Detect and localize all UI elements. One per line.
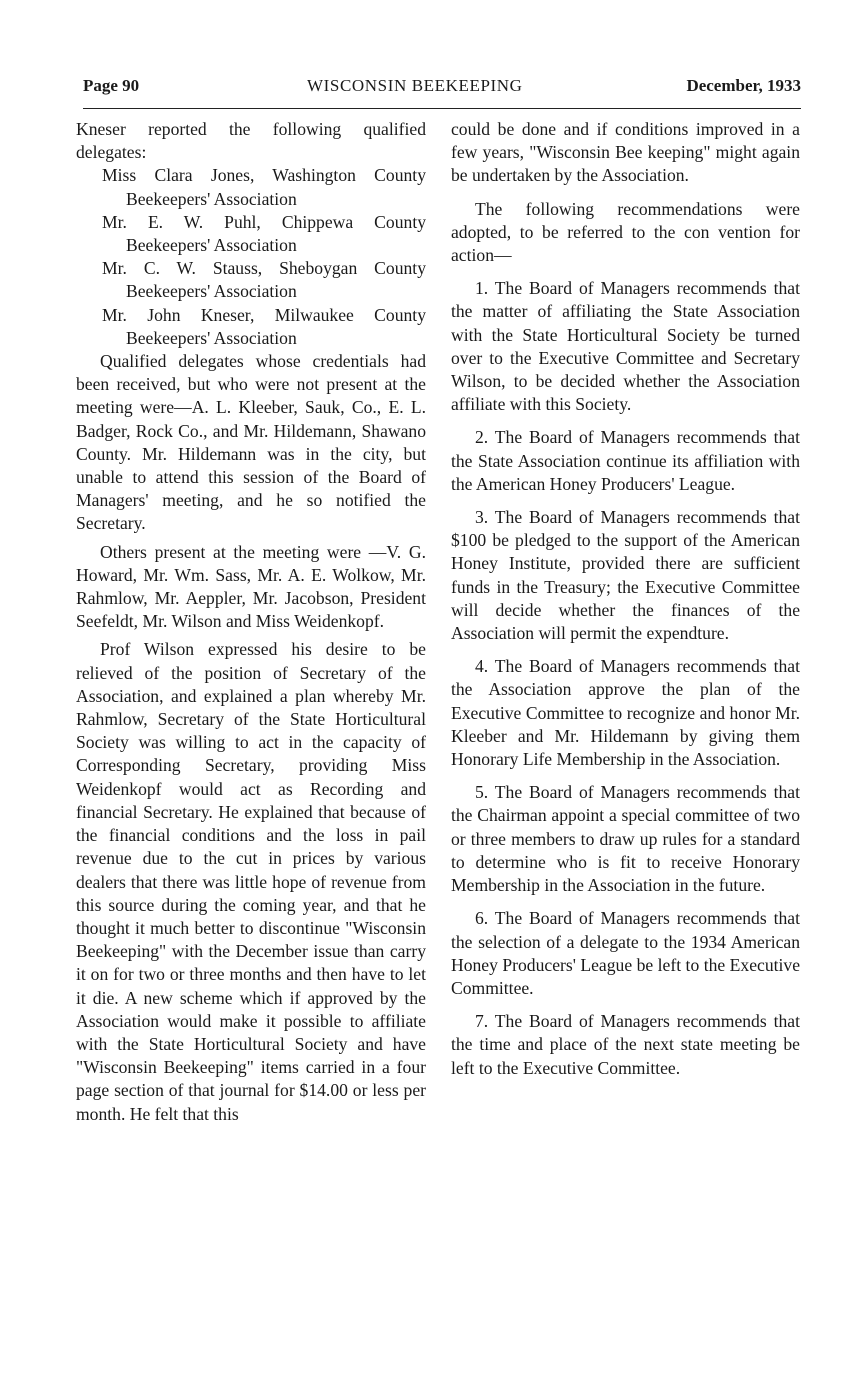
recommendation-item: 7. The Board of Managers recommends that the time and place of the next state meeting be left to the Executive Committee.	[451, 1011, 800, 1078]
recommendation-item: 6. The Board of Managers recommends that the selection of a delegate to the 1934 American Honey Producers' League be left to the Executive Committee.	[451, 908, 800, 998]
body-paragraph: Others present at the meeting were —V. G. Howard, Mr. Wm. Sass, Mr. A. E. Wolkow, Mr. Rahmlow, Mr. Aeppler, Mr. Jacobson, President Seefeldt, Mr. Wilson and Miss Weidenkopf.	[76, 541, 426, 632]
body-paragraph: The following recommendations were adopted, to be referred to the con vention for action—	[451, 198, 800, 266]
left-column	[76, 118, 426, 1126]
delegate-item: Mr. E. W. Puhl, Chippewa County Beekeepers' Association	[102, 211, 426, 256]
body-paragraph: could be done and if conditions improved in a few years, "Wisconsin Bee keeping" might again be undertaken by the Association.	[451, 119, 800, 186]
publication-title: WISCONSIN BEEKEEPING	[307, 76, 523, 95]
recommendation-item: 3. The Board of Managers recommends that $100 be pledged to the support of the American Honey Institute, provided there are sufficient funds in the Treasury; the Executive Committee will decide whether the finances of the Association will permit the expendture.	[451, 507, 800, 644]
right-column	[451, 118, 800, 1080]
delegate-item: Miss Clara Jones, Washington County Beekeepers' Association	[102, 165, 426, 209]
issue-date: December, 1933	[686, 76, 801, 95]
delegate-item: Mr. C. W. Stauss, Sheboygan County Beekeepers' Association	[102, 258, 426, 302]
body-paragraph: Prof Wilson expressed his desire to be relieved of the position of Secretary of the Association, and explained a plan whereby Mr. Rahmlow, Secretary of the State Horticultural Society was willing to act in the capacity of Corresponding Secretary, providing Miss Weidenkopf would act as Recording and financial Secretary. He explained that because of the financial conditions and the loss in pail revenue due to the cut in prices by various dealers that there was little hope of revenue from this source during the coming year, and that he thought it much better to discontinue "Wisconsin Beekeeping" with the December issue than carry it on for two or three months and then have to let it die. A new scheme which if approved by the Association would make it possible to affiliate with the State Horticultural Society and have "Wisconsin Beekeeping" items carried in a four page section of that journal for $14.00 or less per month. He felt that this	[76, 639, 426, 1124]
recommendation-item: 4. The Board of Managers recommends that the Association approve the plan of the Executive Committee to recognize and honor Mr. Kleeber and Mr. Hildemann by giving them Honorary Life Membership in the Association.	[451, 656, 800, 770]
body-paragraph: Qualified delegates whose credentials had been received, but who were not present at the meeting were—A. L. Kleeber, Sauk, Co., E. L. Badger, Rock Co., and Mr. Hildemann, Shawano County. Mr. Hildemann was in the city, but unable to attend this session of the Board of Managers' meeting, and he so notified the Secretary.	[76, 351, 426, 534]
page-header	[83, 70, 801, 100]
recommendation-item: 1. The Board of Managers recommends that the matter of affiliating the State Association with the State Horticultural Society be turned over to the Executive Committee and Secretary Wilson, to be decided whether the Association affiliate with this Society.	[451, 278, 800, 415]
header-rule	[83, 108, 801, 109]
recommendation-item: 5. The Board of Managers recommends that the Chairman appoint a special committee of two or three members to draw up rules for a standard to determine who is fit to receive Honorary Membership in the Association in the future.	[451, 782, 800, 896]
delegate-item: Mr. John Kneser, Milwaukee County Beekeepers' Association	[102, 304, 426, 348]
page-number: Page 90	[83, 76, 140, 95]
intro-paragraph: Kneser reported the following qualified delegates:	[76, 119, 426, 163]
recommendation-item: 2. The Board of Managers recommends that the State Association continue its affiliation with the American Honey Producers' League.	[451, 427, 800, 494]
